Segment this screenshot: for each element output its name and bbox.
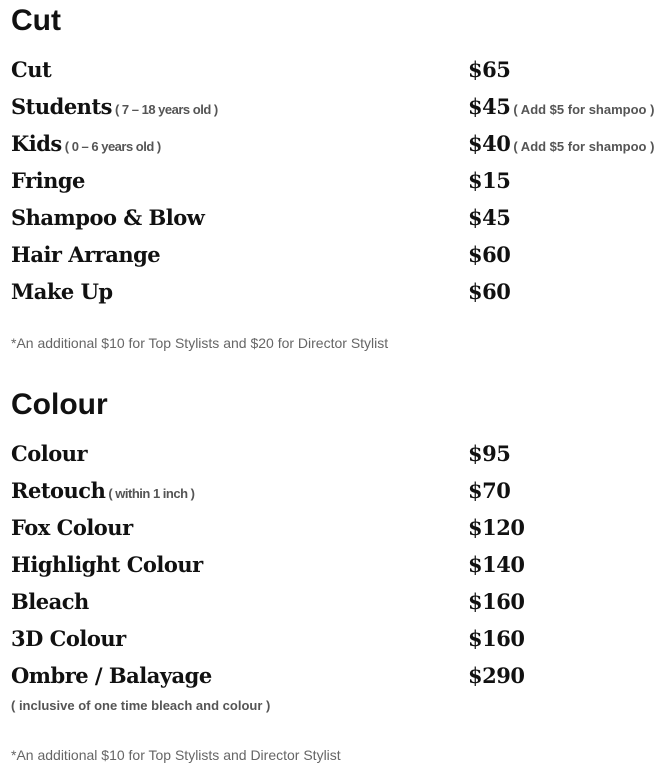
price-row-kids bbox=[11, 130, 656, 160]
service-name: Cut bbox=[11, 57, 52, 82]
service-price: $60 bbox=[468, 279, 511, 304]
service-note: ( 7 – 18 years old ) bbox=[114, 102, 218, 117]
service-name: 3D Colour bbox=[11, 626, 126, 651]
price-row-colour bbox=[11, 440, 656, 470]
service-price: $140 bbox=[468, 552, 525, 577]
cut-heading: Cut bbox=[11, 4, 61, 37]
service-price: $40 bbox=[468, 131, 511, 156]
service-name: Bleach bbox=[11, 589, 89, 614]
price-row-students bbox=[11, 93, 656, 123]
service-price: $120 bbox=[468, 515, 525, 540]
price-note: ( Add $5 for shampoo ) bbox=[513, 139, 655, 154]
service-name: Fringe bbox=[11, 168, 85, 193]
service-name: Retouch bbox=[11, 478, 106, 503]
service-price: $15 bbox=[468, 168, 511, 193]
service-price: $60 bbox=[468, 242, 511, 267]
price-row-fox-colour bbox=[11, 514, 656, 544]
service-price: $65 bbox=[468, 57, 511, 82]
price-row-fringe bbox=[11, 167, 656, 197]
colour-footnote: *An additional $10 for Top Stylists and Director Stylist bbox=[11, 747, 341, 763]
service-name: Ombre / Balayage bbox=[11, 663, 212, 688]
service-price: $45 bbox=[468, 205, 511, 230]
service-name: Colour bbox=[11, 441, 88, 466]
price-note: ( Add $5 for shampoo ) bbox=[513, 102, 655, 117]
service-name: Fox Colour bbox=[11, 515, 133, 540]
service-note: ( within 1 inch ) bbox=[108, 486, 195, 501]
price-row-hair-arrange bbox=[11, 241, 656, 271]
service-name: Hair Arrange bbox=[11, 242, 161, 267]
service-name: Shampoo & Blow bbox=[11, 205, 205, 230]
service-price: $45 bbox=[468, 94, 511, 119]
cut-footnote: *An additional $10 for Top Stylists and $20 for Director Stylist bbox=[11, 335, 389, 351]
price-row-ombre-balayage bbox=[11, 662, 656, 692]
service-name: Highlight Colour bbox=[11, 552, 203, 577]
price-row-make-up bbox=[11, 278, 656, 308]
service-note: ( 0 – 6 years old ) bbox=[64, 139, 161, 154]
service-price: $70 bbox=[468, 478, 511, 503]
service-name: Students bbox=[11, 94, 112, 119]
price-row-highlight-colour bbox=[11, 551, 656, 581]
price-row-shampoo-blow bbox=[11, 204, 656, 234]
service-name: Kids bbox=[11, 131, 62, 156]
service-name: Make Up bbox=[11, 279, 113, 304]
service-price: $290 bbox=[468, 663, 525, 688]
service-price: $95 bbox=[468, 441, 511, 466]
ombre-balayage-note: ( inclusive of one time bleach and colour ) bbox=[11, 698, 271, 713]
service-price: $160 bbox=[468, 626, 525, 651]
colour-heading: Colour bbox=[11, 388, 108, 421]
service-price: $160 bbox=[468, 589, 525, 614]
price-row-bleach bbox=[11, 588, 656, 618]
price-row-retouch bbox=[11, 477, 656, 507]
price-row-cut bbox=[11, 56, 656, 86]
price-row-3d-colour bbox=[11, 625, 656, 655]
